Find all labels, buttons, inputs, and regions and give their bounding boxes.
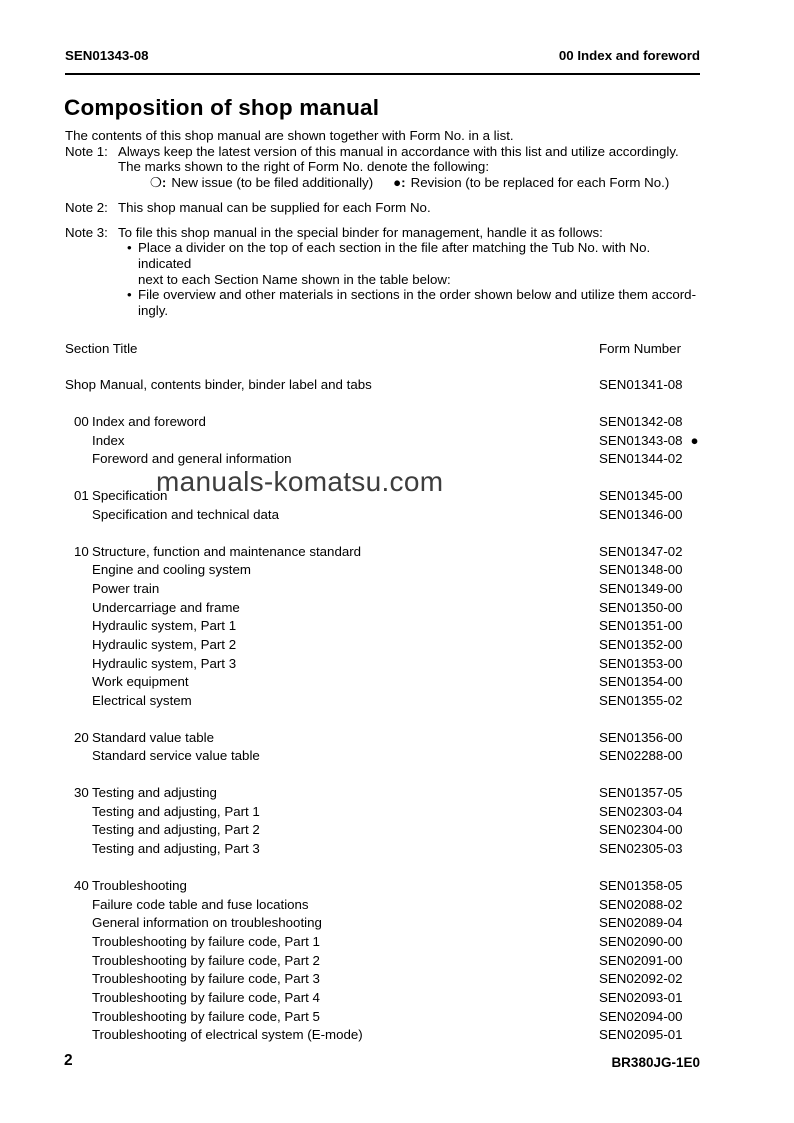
row-tab-number	[65, 561, 92, 580]
row-form-number: SEN01358-05	[599, 877, 683, 893]
note-1-line-2: The marks shown to the right of Form No. denote the following:	[118, 159, 490, 175]
note-2	[65, 200, 700, 216]
row-form-number: SEN01350-00	[599, 599, 683, 615]
table-row	[65, 599, 700, 618]
watermark: manuals-komatsu.com	[156, 466, 444, 497]
row-section-title: Index	[92, 432, 125, 448]
row-section-title: Testing and adjusting, Part 3	[92, 841, 260, 857]
row-form-number: SEN01341-08	[599, 377, 683, 393]
row-section-title: Engine and cooling system	[92, 562, 251, 578]
row-section-title: Specification	[92, 488, 168, 504]
table-row	[65, 506, 700, 525]
note-1-label: Note 1:	[65, 143, 108, 159]
row-section-title: Power train	[92, 580, 160, 596]
row-form-number: SEN01353-00	[599, 655, 683, 671]
row-tab-number: 30	[74, 785, 89, 801]
row-section-title: Testing and adjusting, Part 1	[92, 803, 260, 819]
row-section-title: Troubleshooting	[92, 877, 187, 893]
form-number-column-header: Form Number	[599, 340, 682, 356]
row-form-number: SEN02088-02	[599, 896, 683, 912]
new-issue-circle-icon: ❍:	[150, 175, 167, 191]
table-header-row	[65, 340, 700, 359]
note-3-text: To file this shop manual in the special binder for management, handle it as follows:	[118, 224, 603, 240]
note-3-label: Note 3:	[65, 224, 108, 240]
row-tab-number	[65, 450, 92, 469]
footer-page-number: 2	[64, 1052, 73, 1069]
row-tab-number	[65, 970, 92, 989]
row-form-number: SEN01354-00	[599, 674, 683, 690]
row-tab-number	[65, 506, 92, 525]
row-form-number: SEN01347-02	[599, 543, 683, 559]
note-3-bullet-2-text	[138, 287, 696, 318]
row-form-number: SEN01342-08	[599, 414, 683, 430]
new-issue-mark-label: New issue (to be filed additionally)	[171, 175, 374, 191]
row-tab-number	[65, 580, 92, 599]
row-form-number: SEN01357-05	[599, 785, 683, 801]
row-section-title: Testing and adjusting, Part 2	[92, 822, 260, 838]
row-form-number: SEN01343-08 ●	[599, 432, 699, 448]
note-1	[65, 144, 700, 191]
row-tab-number	[65, 914, 92, 933]
table-row	[65, 914, 700, 933]
row-tab-number	[65, 933, 92, 952]
row-section-title: Testing and adjusting	[92, 785, 217, 801]
row-form-number: SEN02089-04	[599, 915, 683, 931]
row-form-number: SEN01356-00	[599, 729, 683, 745]
content-area	[65, 128, 700, 1045]
row-tab-number	[65, 1026, 92, 1045]
row-tab-number	[65, 432, 92, 451]
row-tab-number	[65, 989, 92, 1008]
row-section-title: Troubleshooting by failure code, Part 2	[92, 952, 320, 968]
row-tab-number: 01	[74, 488, 89, 504]
table-row	[65, 803, 700, 822]
row-form-number: SEN02304-00	[599, 822, 683, 838]
row-tab-number: 20	[74, 729, 89, 745]
table-row	[65, 933, 700, 952]
row-form-number: SEN02305-03	[599, 841, 683, 857]
row-section-title: Work equipment	[92, 674, 189, 690]
row-form-number: SEN02090-00	[599, 933, 683, 949]
table-row	[65, 432, 700, 451]
table-group	[65, 784, 700, 859]
row-form-number: SEN02288-00	[599, 748, 683, 764]
row-tab-number	[65, 896, 92, 915]
row-form-number: SEN01355-02	[599, 693, 683, 709]
row-section-title: Foreword and general information	[92, 451, 292, 467]
row-section-title: Failure code table and fuse locations	[92, 896, 309, 912]
table-group	[65, 376, 700, 395]
row-form-number: SEN01345-00	[599, 488, 683, 504]
section-title-column-header: Section Title	[65, 340, 138, 356]
revision-mark-label: Revision (to be replaced for each Form No.)	[410, 175, 670, 191]
table-row	[65, 413, 700, 432]
table-row	[65, 636, 700, 655]
row-section-title: Troubleshooting by failure code, Part 4	[92, 989, 320, 1005]
row-section-title: Hydraulic system, Part 3	[92, 655, 237, 671]
table-row	[65, 896, 700, 915]
table-row	[65, 1026, 700, 1045]
page-title: Composition of shop manual	[64, 95, 380, 120]
header-section-name: 00 Index and foreword	[558, 48, 700, 63]
row-section-title: Undercarriage and frame	[92, 599, 240, 615]
row-section-title: Structure, function and maintenance standard	[92, 543, 362, 559]
note-1-line-1: Always keep the latest version of this manual in accordance with this list and utilize accordingly.	[118, 143, 679, 159]
footer-doc-code: BR380JG-1E0	[611, 1055, 700, 1070]
note-3	[65, 225, 700, 319]
row-tab-number	[65, 821, 92, 840]
row-tab-number	[65, 747, 92, 766]
row-form-number: SEN02093-01	[599, 989, 683, 1005]
row-tab-number	[65, 655, 92, 674]
table-row	[65, 673, 700, 692]
note-3-bullet-2-line-2: ingly.	[138, 303, 169, 319]
row-section-title: Hydraulic system, Part 2	[92, 636, 237, 652]
intro-paragraph: The contents of this shop manual are shown together with Form No. in a list.	[65, 128, 514, 143]
row-tab-number: 00	[74, 414, 89, 430]
table-row	[65, 692, 700, 711]
note-3-bullet-1-line-1: Place a divider on the top of each section in the file after matching the Tub No. with No. indicated	[138, 240, 651, 271]
table-row	[65, 970, 700, 989]
note-3-bullet-2	[118, 287, 700, 318]
row-section-title: Specification and technical data	[92, 506, 280, 522]
row-section-title: General information on troubleshooting	[92, 915, 322, 931]
table-row	[65, 877, 700, 896]
table-row	[65, 1008, 700, 1027]
table-row	[65, 821, 700, 840]
row-section-title: Troubleshooting of electrical system (E-mode)	[92, 1027, 363, 1043]
row-form-number: SEN02303-04	[599, 803, 683, 819]
row-section-title: Electrical system	[92, 693, 192, 709]
row-tab-number	[65, 803, 92, 822]
row-form-number: SEN02092-02	[599, 971, 683, 987]
note-3-bullet-1-line-2: next to each Section Name shown in the table below:	[138, 271, 451, 287]
note-3-body	[118, 225, 700, 319]
table-row	[65, 840, 700, 859]
row-form-number: SEN02091-00	[599, 952, 683, 968]
table-row	[65, 952, 700, 971]
row-tab-number	[65, 692, 92, 711]
revision-mark	[393, 175, 669, 191]
row-section-title: Index and foreword	[92, 414, 206, 430]
table-row	[65, 561, 700, 580]
row-tab-number	[65, 840, 92, 859]
row-form-number: SEN01346-00	[599, 506, 683, 522]
table-row	[65, 376, 700, 395]
row-section-title: Shop Manual, contents binder, binder label and tabs	[65, 377, 372, 393]
table-row	[65, 617, 700, 636]
note-1-body	[118, 144, 700, 191]
note-3-bullet-1	[118, 240, 700, 287]
row-section-title: Troubleshooting by failure code, Part 3	[92, 971, 320, 987]
page-header	[65, 48, 700, 63]
revision-dot-icon: ●:	[393, 175, 406, 191]
row-section-title: Troubleshooting by failure code, Part 5	[92, 1008, 320, 1024]
table-row	[65, 729, 700, 748]
revision-dot-icon: ●	[690, 432, 699, 448]
row-form-number: SEN02095-01	[599, 1027, 683, 1043]
table-row	[65, 543, 700, 562]
table-row	[65, 784, 700, 803]
row-tab-number	[65, 673, 92, 692]
row-form-number: SEN01351-00	[599, 618, 683, 634]
row-section-title: Standard service value table	[92, 748, 260, 764]
table-group	[65, 877, 700, 1045]
row-tab-number	[65, 952, 92, 971]
row-tab-number	[65, 617, 92, 636]
table-group	[65, 413, 700, 469]
row-section-title: Standard value table	[92, 729, 214, 745]
row-tab-number: 40	[74, 877, 89, 893]
row-tab-number	[65, 636, 92, 655]
header-rule	[65, 73, 700, 75]
row-section-title: Troubleshooting by failure code, Part 1	[92, 933, 320, 949]
row-form-number: SEN02094-00	[599, 1008, 683, 1024]
bullet-icon: •	[127, 287, 132, 303]
note-3-bullet-1-text	[138, 240, 700, 287]
section-table	[65, 340, 700, 1045]
row-section-title: Hydraulic system, Part 1	[92, 618, 237, 634]
row-form-number: SEN01344-02	[599, 451, 683, 467]
row-form-number: SEN01348-00	[599, 562, 683, 578]
table-group	[65, 729, 700, 766]
note-1-marks	[118, 175, 700, 191]
row-form-number: SEN01352-00	[599, 636, 683, 652]
bullet-icon: •	[127, 240, 132, 256]
new-issue-mark	[150, 175, 373, 191]
row-tab-number	[65, 1008, 92, 1027]
note-2-body: This shop manual can be supplied for each Form No.	[118, 199, 431, 215]
table-row	[65, 989, 700, 1008]
note-3-bullet-2-line-1: File overview and other materials in sections in the order shown below and utilize them accord-	[138, 287, 697, 303]
note-2-label: Note 2:	[65, 199, 108, 215]
row-tab-number: 10	[74, 543, 89, 559]
table-row	[65, 655, 700, 674]
table-group	[65, 543, 700, 711]
row-tab-number	[65, 599, 92, 618]
row-form-number: SEN01349-00	[599, 580, 683, 596]
header-form-number: SEN01343-08	[65, 48, 149, 63]
table-row	[65, 747, 700, 766]
table-row	[65, 580, 700, 599]
